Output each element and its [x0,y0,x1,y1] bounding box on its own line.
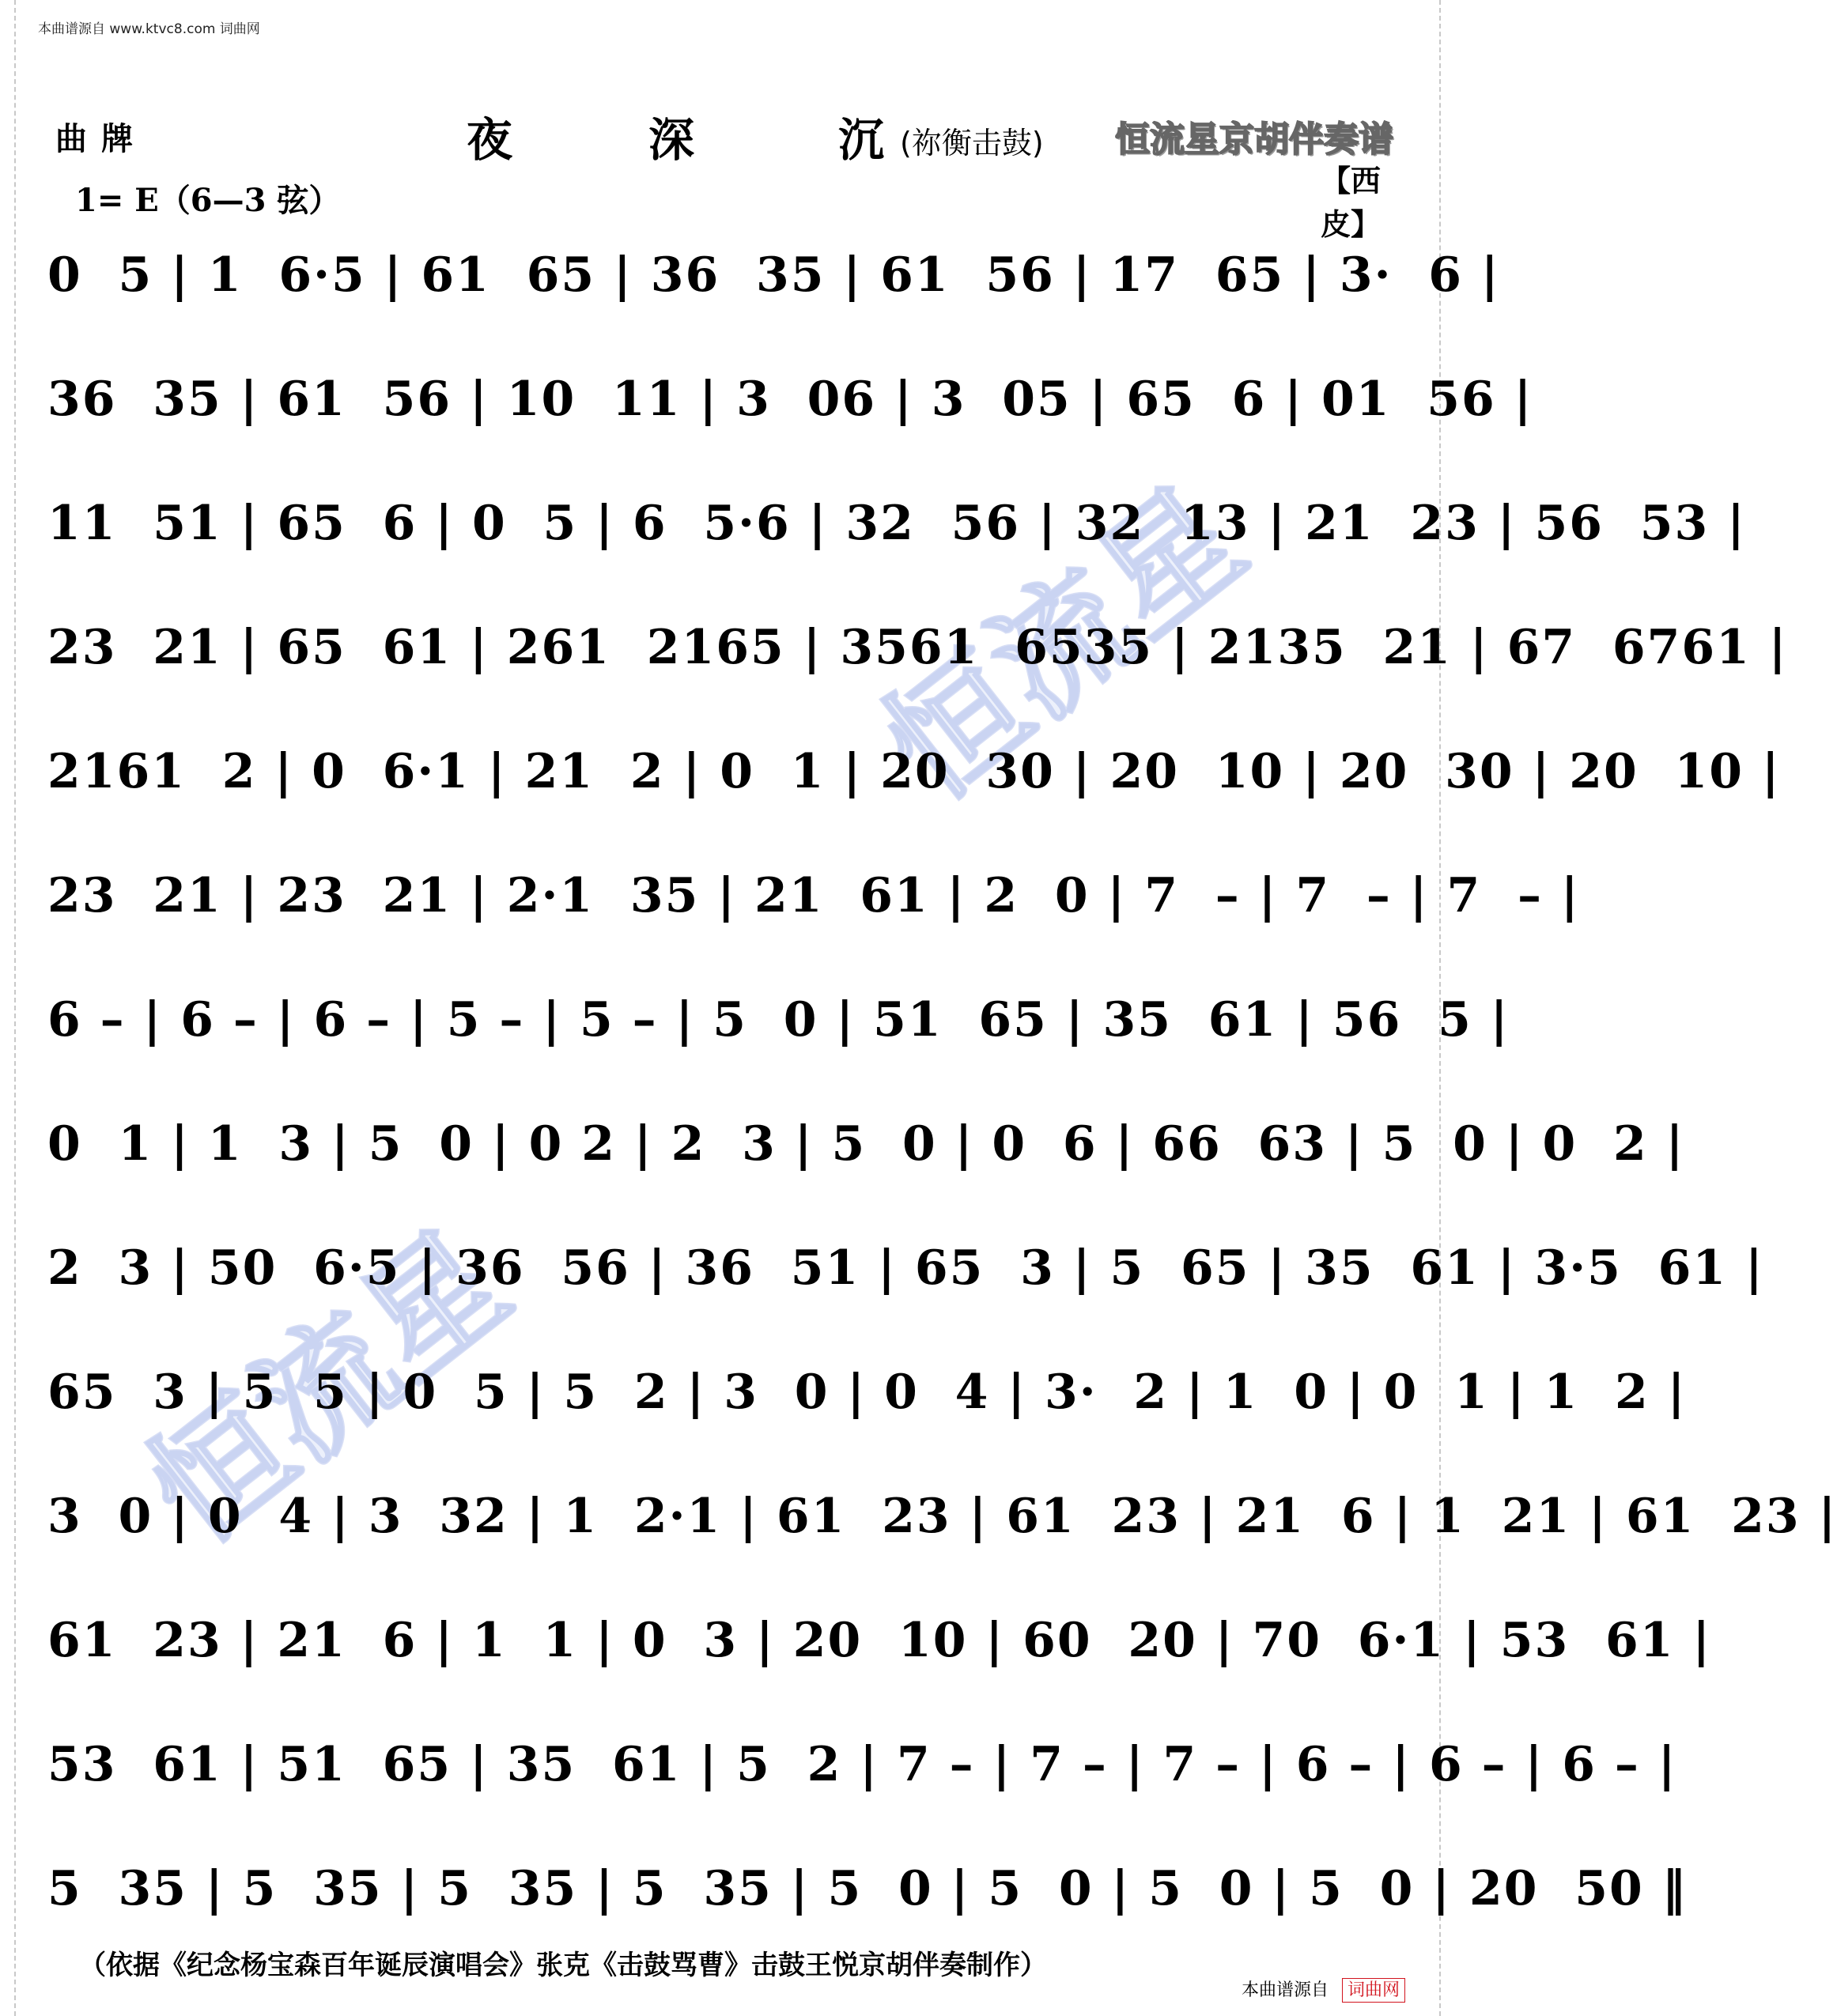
title-char-1: 夜 [467,113,513,167]
footer [1242,1976,1405,2001]
score-line: 53 61 | 51 65 | 35 61 | 5 2 | 7 – | 7 – | 7 – | 6 – | 6 – | 6 – | [47,1737,1677,1792]
brand-logo-text: 恒流星京胡伴奏谱 [1115,119,1393,160]
score-line: 23 21 | 65 61 | 261 2165 | 3561 6535 | 2135 21 | 67 6761 | [47,620,1788,675]
subtitle: (祢衡击鼓) [900,126,1044,160]
score-line: 2161 2 | 0 6·1 | 21 2 | 0 1 | 20 30 | 20 10 | 20 30 | 20 10 | [47,744,1781,799]
score-line: 65 3 | 5 5 | 0 5 | 5 2 | 3 0 | 0 4 | 3· 2 | 1 0 | 0 1 | 1 2 | [47,1365,1687,1420]
score-line: 36 35 | 61 56 | 10 11 | 3 06 | 3 05 | 65 6 | 01 56 | [47,372,1533,427]
footer-source-label: 本曲谱源自 [1242,1980,1329,2000]
title-char-3: 沉 [838,113,885,167]
score-line: 11 51 | 65 6 | 0 5 | 6 5·6 | 32 56 | 32 13 | 21 23 | 56 53 | [47,496,1746,551]
score-line: 5 35 | 5 35 | 5 35 | 5 35 | 5 0 | 5 0 | 5 0 | 5 0 | 20 50 ‖ [47,1861,1688,1916]
footer-site-link[interactable]: 词曲网 [1342,1978,1405,2003]
score-line: 2 3 | 50 6·5 | 36 56 | 36 51 | 65 3 | 5 65 | 35 61 | 3·5 61 | [47,1240,1764,1296]
score-line: 61 23 | 21 6 | 1 1 | 0 3 | 20 10 | 60 20 | 70 6·1 | 53 61 | [47,1613,1712,1668]
source-note: （依据《纪念杨宝森百年诞辰演唱会》张克《击鼓骂曹》击鼓王悦京胡伴奏制作） [79,1950,1047,1981]
watermark: 恒流星 [856,458,1271,830]
score-line: 3 0 | 0 4 | 3 32 | 1 2·1 | 61 23 | 61 23 | 21 6 | 1 21 | 61 23 | [47,1489,1837,1544]
score-line: 0 5 | 1 6·5 | 61 65 | 36 35 | 61 56 | 17 65 | 3· 6 | [47,247,1500,303]
title-char-2: 深 [648,113,695,167]
key-signature: 1= E（6—3 弦） [75,182,341,219]
watermark: 恒流星 [120,1201,535,1573]
score-body [47,213,1837,1951]
left-binding-strip [0,0,16,2016]
score-line: 6 – | 6 – | 6 – | 5 – | 5 – | 5 0 | 51 65 | 35 61 | 56 5 | [47,992,1510,1048]
qupai-label: 曲牌 [55,121,147,157]
site-source-note: 本曲谱源自 www.ktvc8.com 词曲网 [38,21,260,37]
score-line: 0 1 | 1 3 | 5 0 | 0 2 | 2 3 | 5 0 | 0 6 | 66 63 | 5 0 | 0 2 | [47,1116,1685,1172]
score-line: 23 21 | 23 21 | 2·1 35 | 21 61 | 2 0 | 7 – | 7 – | 7 – | [47,868,1580,923]
section-tag: 【西皮】 [1321,164,1382,242]
